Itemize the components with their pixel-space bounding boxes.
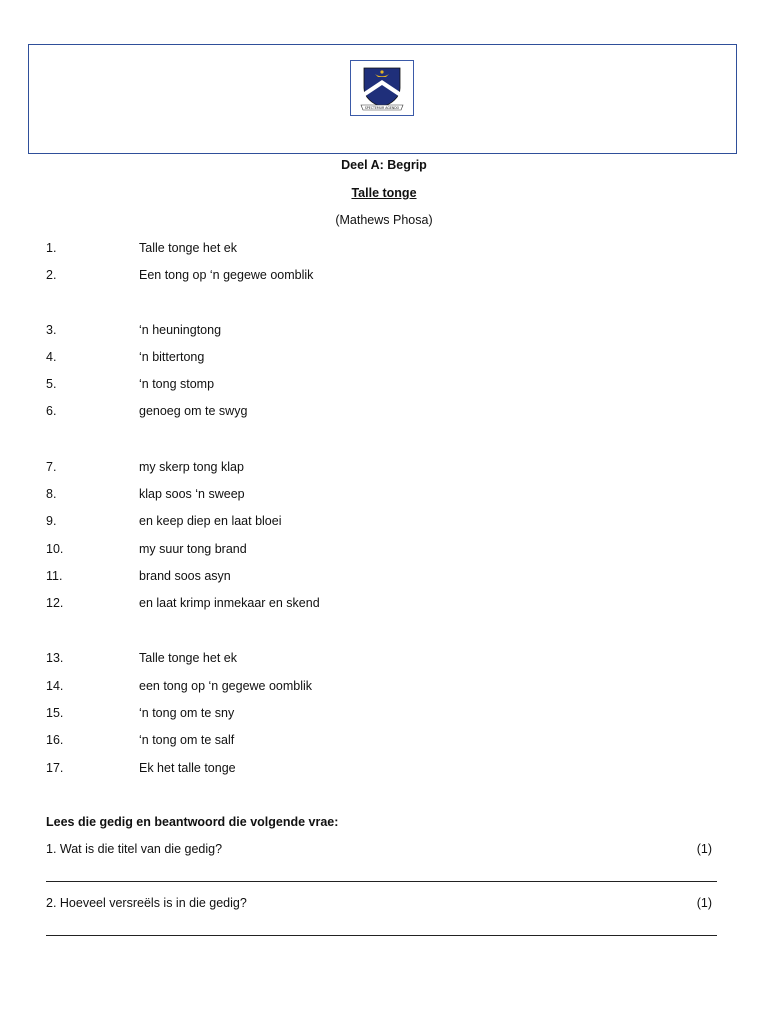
question-1 (46, 842, 717, 860)
poem-line-text: my skerp tong klap (139, 460, 244, 474)
question-2 (46, 896, 717, 914)
answer-line-2[interactable] (46, 935, 717, 936)
poem-line-number: 5. (46, 377, 57, 391)
poem-line-text: brand soos asyn (139, 569, 231, 583)
poem-line-text: ‘n tong stomp (139, 377, 215, 391)
question-marks: (1) (696, 842, 712, 856)
poem-line-text: ‘n tong om te salf (139, 733, 235, 747)
poem-line-text: my suur tong brand (139, 542, 247, 556)
poem-line-number: 9. (46, 514, 57, 528)
poem-line-text: klap soos ‘n sweep (139, 487, 245, 501)
poem-line-number: 16. (46, 733, 64, 747)
poem-title: Talle tonge (351, 186, 417, 200)
poem-line-text: genoeg om te swyg (139, 404, 248, 418)
poem-line-text: en laat krimp inmekaar en skend (139, 596, 320, 610)
poem-line-number: 3. (46, 323, 57, 337)
question-marks: (1) (696, 896, 712, 910)
poem-line-text: ‘n heuningtong (139, 323, 222, 337)
school-crest (350, 60, 414, 116)
poem-line-text: ‘n bittertong (139, 350, 205, 364)
poem-author: (Mathews Phosa) (335, 213, 433, 227)
question-text: 1. Wat is die titel van die gedig? (46, 842, 223, 856)
poem-line-number: 1. (46, 241, 57, 255)
poem-line-text: Talle tonge het ek (139, 651, 237, 665)
answer-line-1[interactable] (46, 881, 717, 882)
poem-line-number: 4. (46, 350, 57, 364)
crest-motto: SPECTEMUR AGENDO (364, 106, 400, 110)
poem-line-number: 7. (46, 460, 57, 474)
poem-line-text: Een tong op ‘n gegewe oomblik (139, 268, 314, 282)
poem-line-text: een tong op ‘n gegewe oomblik (139, 679, 313, 693)
poem-line-number: 2. (46, 268, 57, 282)
poem-line-number: 12. (46, 596, 64, 610)
poem-line-number: 15. (46, 706, 64, 720)
poem-line-number: 17. (46, 761, 64, 775)
poem-line-number: 6. (46, 404, 57, 418)
header-box (28, 44, 737, 154)
poem-line-number: 13. (46, 651, 64, 665)
poem-line-number: 14. (46, 679, 64, 693)
crest-shield-icon (355, 64, 409, 112)
poem-line-number: 8. (46, 487, 57, 501)
instruction-text: Lees die gedig en beantwoord die volgende vrae: (46, 815, 339, 829)
poem-line-number: 11. (46, 569, 63, 583)
poem-line-number: 10. (46, 542, 64, 556)
question-text: 2. Hoeveel versreëls is in die gedig? (46, 896, 247, 910)
poem-line-text: Ek het talle tonge (139, 761, 236, 775)
poem-line-text: en keep diep en laat bloei (139, 514, 282, 528)
poem-line-text: ‘n tong om te sny (139, 706, 235, 720)
section-title: Deel A: Begrip (341, 158, 427, 172)
poem-line-text: Talle tonge het ek (139, 241, 237, 255)
